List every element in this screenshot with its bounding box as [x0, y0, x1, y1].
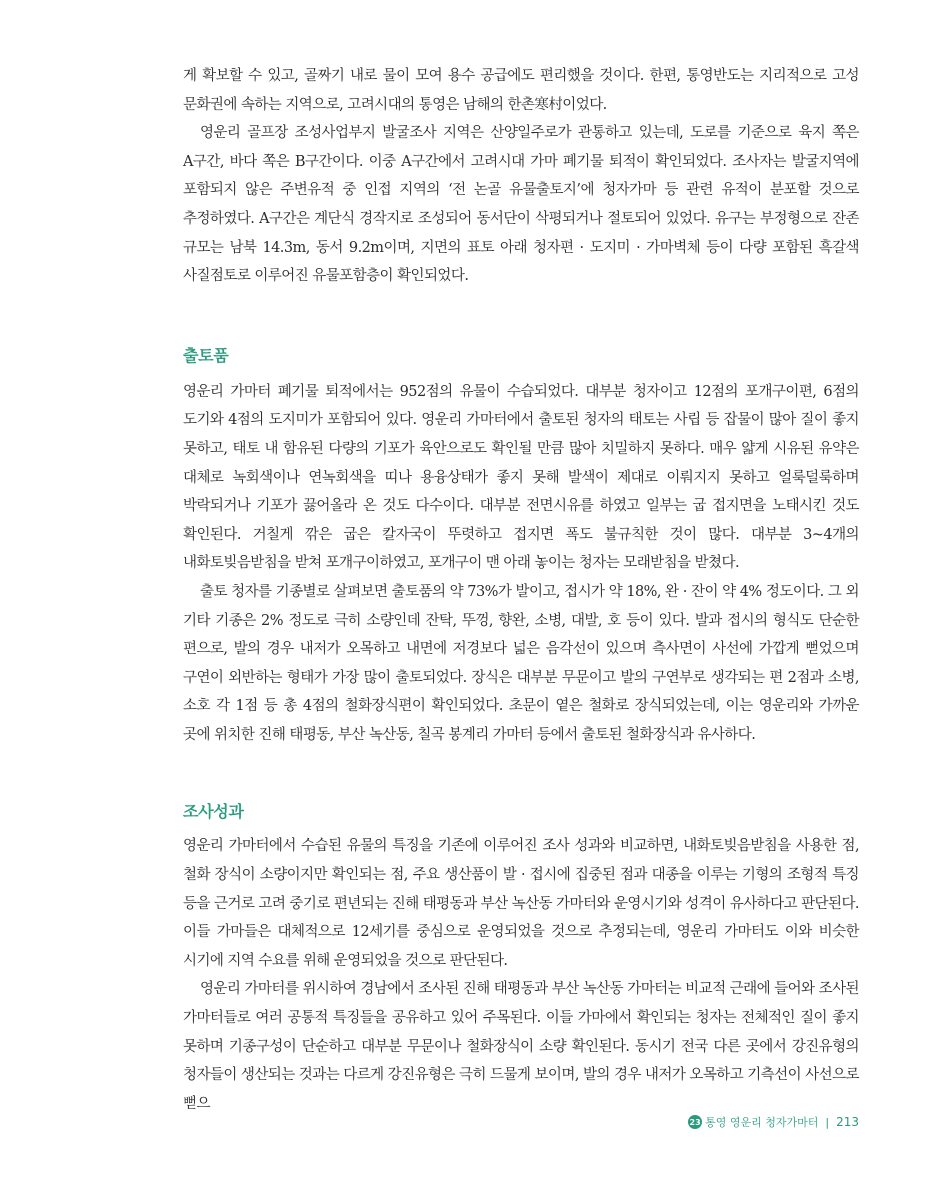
results-paragraph-1: 영운리 가마터에서 수습된 유물의 특징을 기존에 이루어진 조사 성과와 비교하면, 내화토빚음받침을 사용한 점, 철화 장식이 소량이지만 확인되는 점, 주요 생산품이 발 · 접시에 집중된 점과 대종을 이루는 기형의 조형적 특징 등을 근거로 고려 중기로 편년되는 진해 태평동과 부산 녹산동 가마터와 운영시기와 성격이 유사하다고 판단된다. 이들 가마들은 대체적으로 12세기를 중심으로 운영되었을 것으로 추정되는데, 영운리 가마터도 이와 비슷한 시기에 지역 수요를 위해 운영되었을 것으로 판단된다.: [183, 838, 859, 969]
chapter-number-badge: 23: [688, 1115, 702, 1129]
page-footer: [688, 1114, 859, 1130]
artifacts-paragraph-2: 출토 청자를 기종별로 살펴보면 출토품의 약 73%가 발이고, 접시가 약 18%, 완 · 잔이 약 4% 정도이다. 그 외 기타 기종은 2% 정도로 극히 소량인데 잔탁, 뚜껑, 향완, 소병, 대발, 호 등이 있다. 발과 접시의 형식도 단순한 편으로, 발의 경우 내저가 오목하고 내면에 저경보다 넓은 음각선이 있으며 측사면이 사선에 가깝게 뻗었으며 구연이 외반하는 형태가 가장 많이 출토되었다. 장식은 대부분 무문이고 발의 구연부로 생각되는 편 2점과 소병, 소호 각 1점 등 총 4점의 철화장식편이 확인되었다. 초문이 옅은 철화로 장식되었는데, 이는 영운리와 가까운 곳에 위치한 진해 태평동, 부산 녹산동, 칠곡 봉계리 가마터 등에서 출토된 철화장식과 유사하다.: [183, 583, 859, 743]
artifacts-paragraph-1: 영운리 가마터 폐기물 퇴적에서는 952점의 유물이 수습되었다. 대부분 청자이고 12점의 포개구이편, 6점의 도기와 4점의 도지미가 포함되어 있다. 영운리 가마터에서 출토된 청자의 태토는 사립 등 잡물이 많아 질이 좋지 못하고, 태토 내 함유된 다량의 기포가 육안으로도 확인될 만큼 많아 치밀하지 못하다. 매우 얇게 시유된 유약은 대체로 녹회색이나 연녹회색을 띠나 용융상태가 좋지 못해 발색이 제대로 이뤄지지 못하고 얼룩덜룩하며 박락되거나 기포가 끓어올라 온 것도 다수이다. 대부분 전면시유를 하였고 일부는 굽 접지면을 노태시킨 것도 확인된다. 거칠게 깎은 굽은 칼자국이 뚜렷하고 접지면 폭도 불규칙한 것이 많다. 대부분 3~4개의 내화토빚음받침을 받쳐 포개구이하였고, 포개구이 맨 아래 놓이는 청자는 모래받침을 받쳤다.: [183, 383, 859, 572]
page-content: [183, 62, 859, 1118]
body-paragraph-2: 영운리 골프장 조성사업부지 발굴조사 지역은 산양일주로가 관통하고 있는데, 도로를 기준으로 육지 쪽은 A구간, 바다 쪽은 B구간이다. 이중 A구간에서 고려시대 가마 폐기물 퇴적이 확인되었다. 조사자는 발굴지역에 포함되지 않은 주변유적 중 인접 지역의 ‘전 논골 유물출토지’에 청자가마 등 관련 유적이 분포할 것으로 추정하였다. A구간은 계단식 경작지로 조성되어 동서단이 삭평되거나 절토되어 있었다. 유구는 부정형으로 잔존 규모는 남북 14.3m, 동서 9.2m이며, 지면의 표토 아래 청자편 · 도지미 · 가마벽체 등이 다량 포함된 흑갈색 사질점토로 이루어진 유물포함층이 확인되었다.: [183, 125, 859, 285]
running-title: 통영 영운리 청자가마터: [705, 1116, 819, 1129]
section-heading-artifacts: 출토품: [183, 345, 229, 365]
results-paragraph-2: 영운리 가마터를 위시하여 경남에서 조사된 진해 태평동과 부산 녹산동 가마터는 비교적 근래에 들어와 조사된 가마터들로 여러 공통적 특징들을 공유하고 있어 주목된다. 이들 가마에서 확인되는 청자는 전체적인 질이 좋지 못하며 기종구성이 단순하고 대부분 무문이나 철화장식이 소량 확인된다. 동시기 전국 다른 곳에서 강진유형의 청자들이 생산되는 것과는 다르게 강진유형은 극히 드물게 보이며, 발의 경우 내저가 오목하고 기측선이 사선으로 뻗으: [183, 981, 859, 1112]
section-heading-results: 조사성과: [183, 802, 244, 822]
footer-separator: |: [825, 1115, 830, 1129]
page-number: 213: [836, 1115, 859, 1129]
body-paragraph-1: 게 확보할 수 있고, 골짜기 내로 물이 모여 용수 공급에도 편리했을 것이다. 한편, 통영반도는 지리적으로 고성 문화권에 속하는 지역으로, 고려시대의 통영은 남해의 한촌寒村이었다.: [183, 68, 859, 113]
